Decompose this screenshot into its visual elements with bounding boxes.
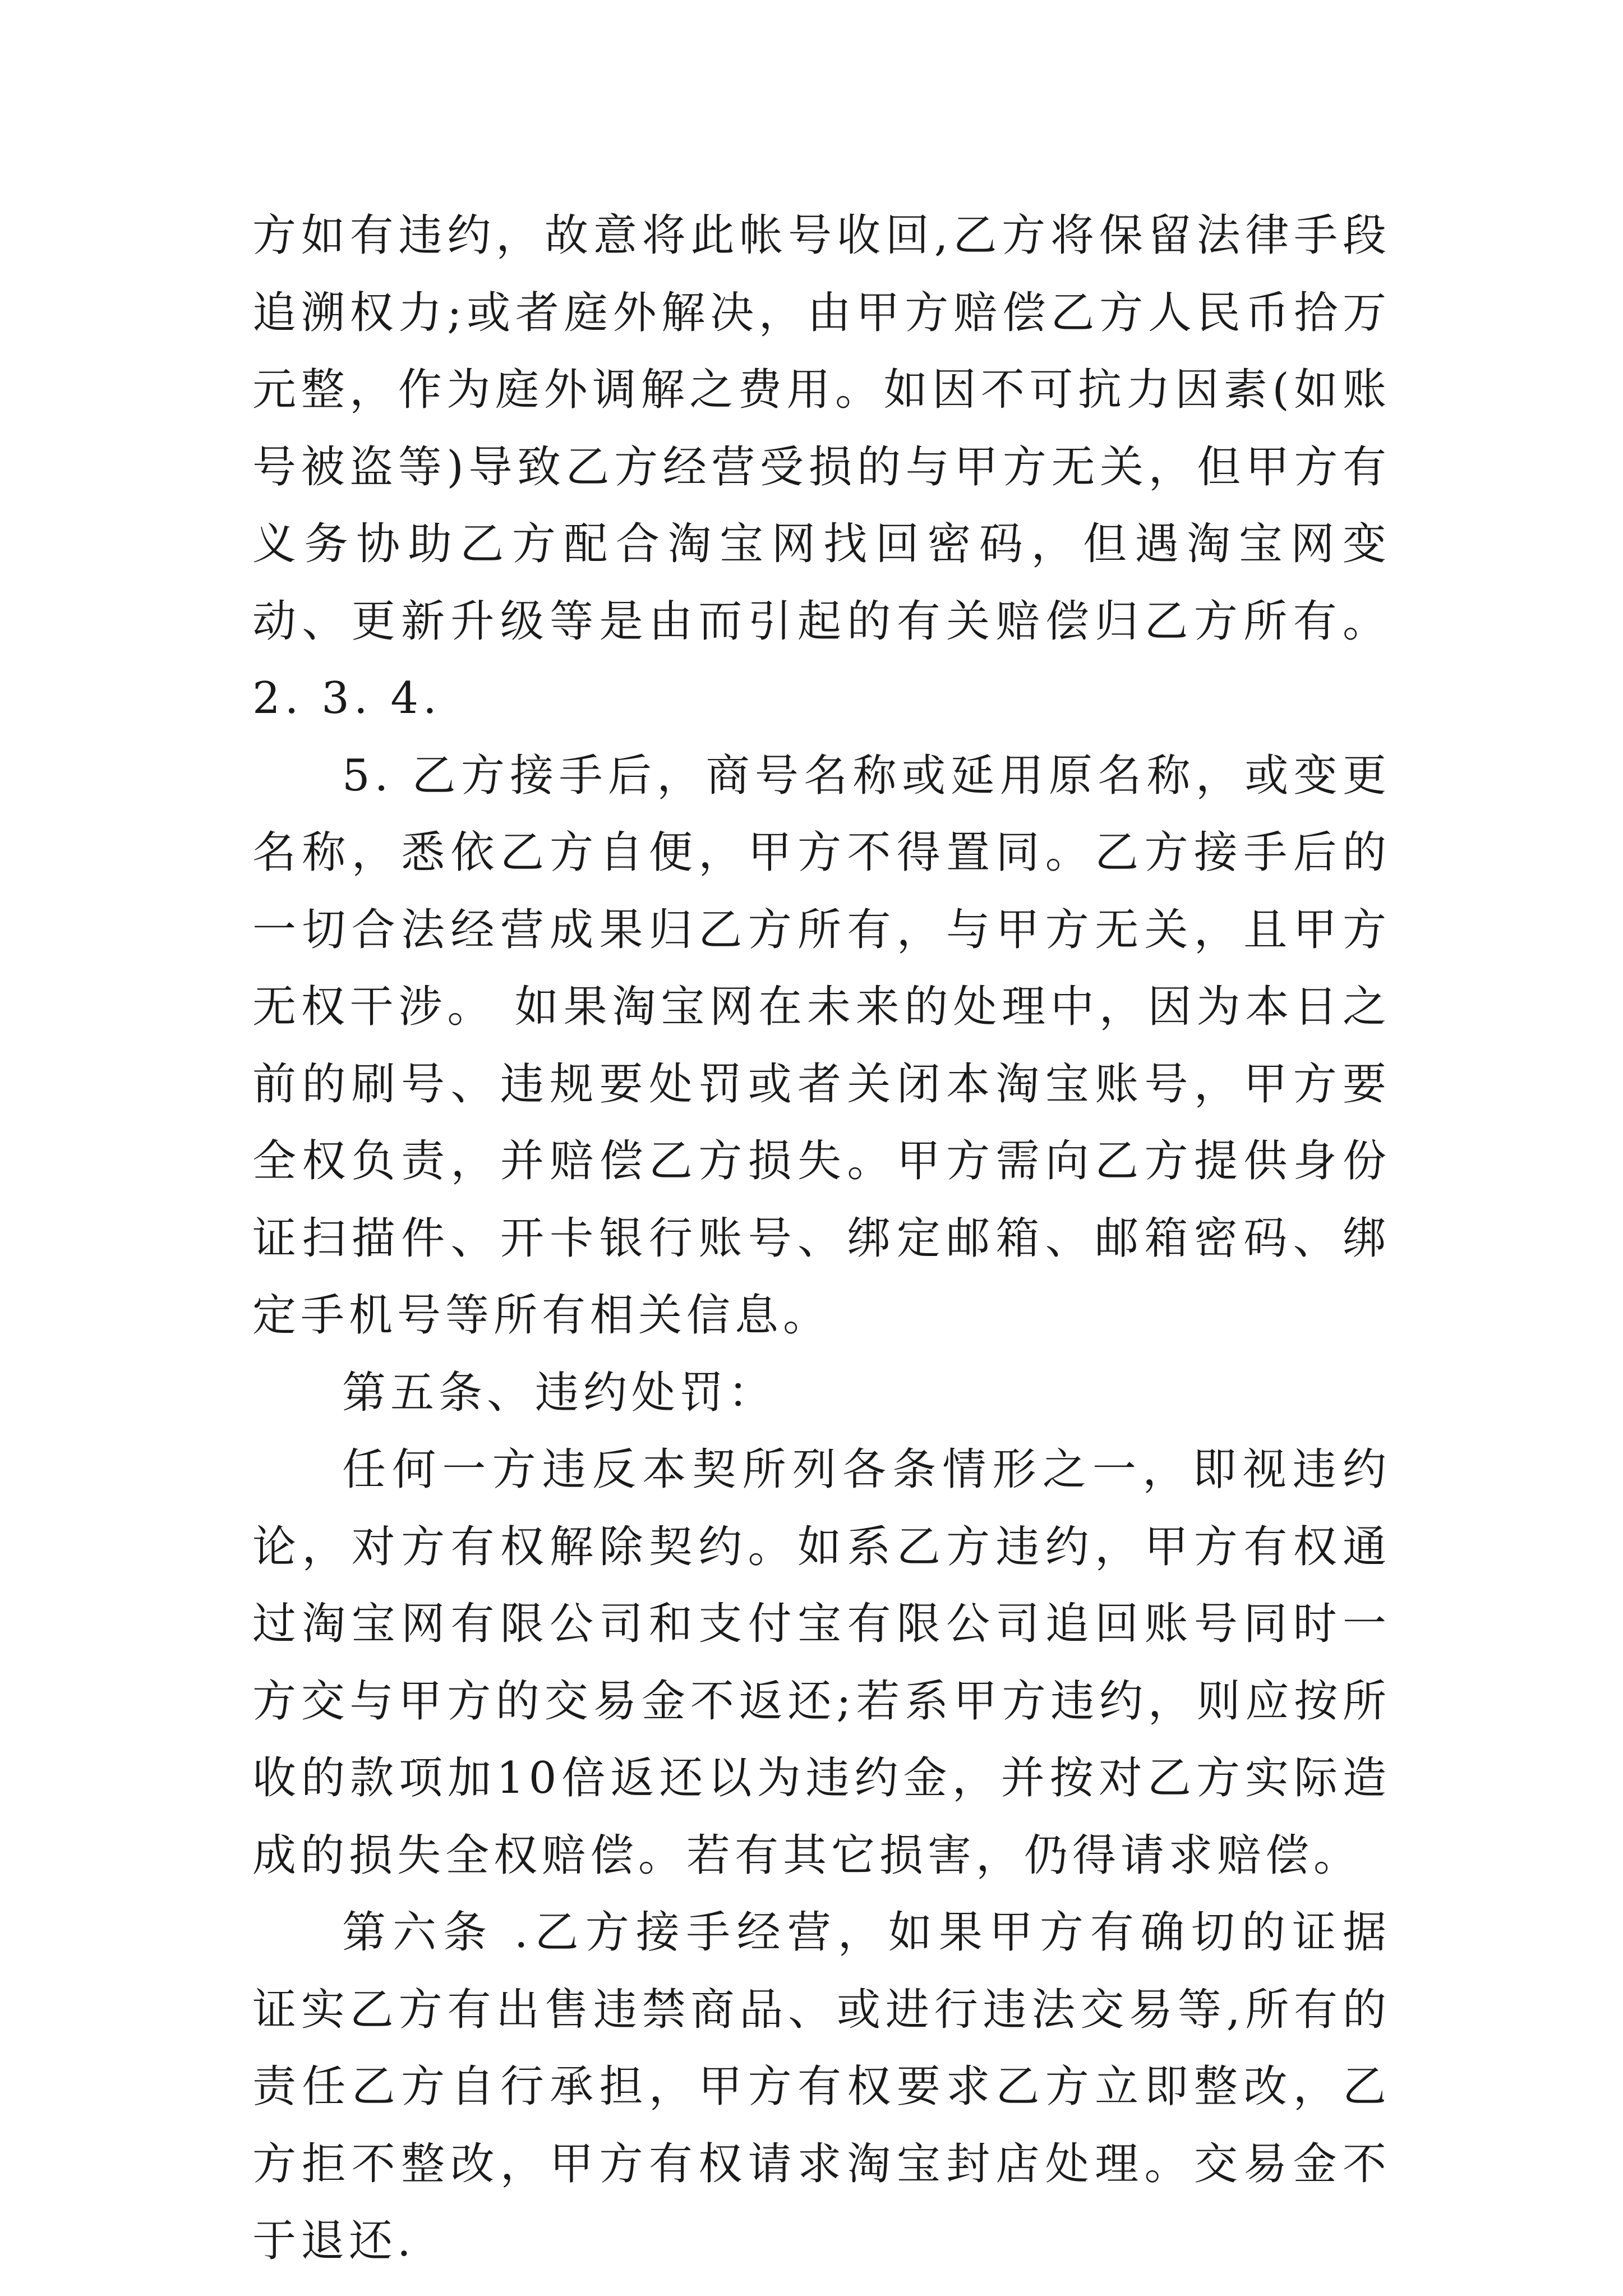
paragraph-article-6: 第六条 .乙方接手经营，如果甲方有确切的证据证实乙方有出售违禁商品、或进行违法交易等,所有的责任乙方自行承担，甲方有权要求乙方立即整改，乙方拒不整改，甲方有权请求淘宝封店处理。交易金不于退还. bbox=[252, 1907, 1391, 2266]
paragraph-article-5-body: 任何一方违反本契所列各条情形之一，即视违约论，对方有权解除契约。如系乙方违约，甲方有权通过淘宝网有限公司和支付宝有限公司追回账号同时一方交与甲方的交易金不返还;若系甲方违约，则应按所收的款项加10倍返还以为违约金，并按对乙方实际造成的损失全权赔偿。若有其它损害，仍得请求赔偿。 bbox=[252, 1444, 1391, 1881]
paragraph-clause-5-takeover: 5. 乙方接手后，商号名称或延用原名称，或变更名称，悉依乙方自便，甲方不得置同。乙方接手后的一切合法经营成果归乙方所有，与甲方无关，且甲方无权干涉。 如果淘宝网在未来的处理中，因为本日之前的刷号、违规要处罚或者关闭本淘宝账号，甲方要全权负责，并赔偿乙方损失。甲方需向乙方提供身份证扫描件、开卡银行账号、绑定邮箱、邮箱密码、绑定手机号等所有相关信息。 bbox=[252, 750, 1391, 1341]
heading-article-5-breach-penalty: 第五条、违约处罚： bbox=[342, 1367, 777, 1418]
contract-text-body bbox=[252, 197, 1391, 2280]
paragraph-breach-recovery: 方如有违约，故意将此帐号收回,乙方将保留法律手段追溯权力;或者庭外解决，由甲方赔偿乙方人民币拾万元整，作为庭外调解之费用。如因不可抗力因素(如账号被盗等)导致乙方经营受损的与甲方无关，但甲方有义务协助乙方配合淘宝网找回密码，但遇淘宝网变动、更新升级等是由而引起的有关赔偿归乙方所有。 2. 3. 4. bbox=[252, 210, 1391, 724]
